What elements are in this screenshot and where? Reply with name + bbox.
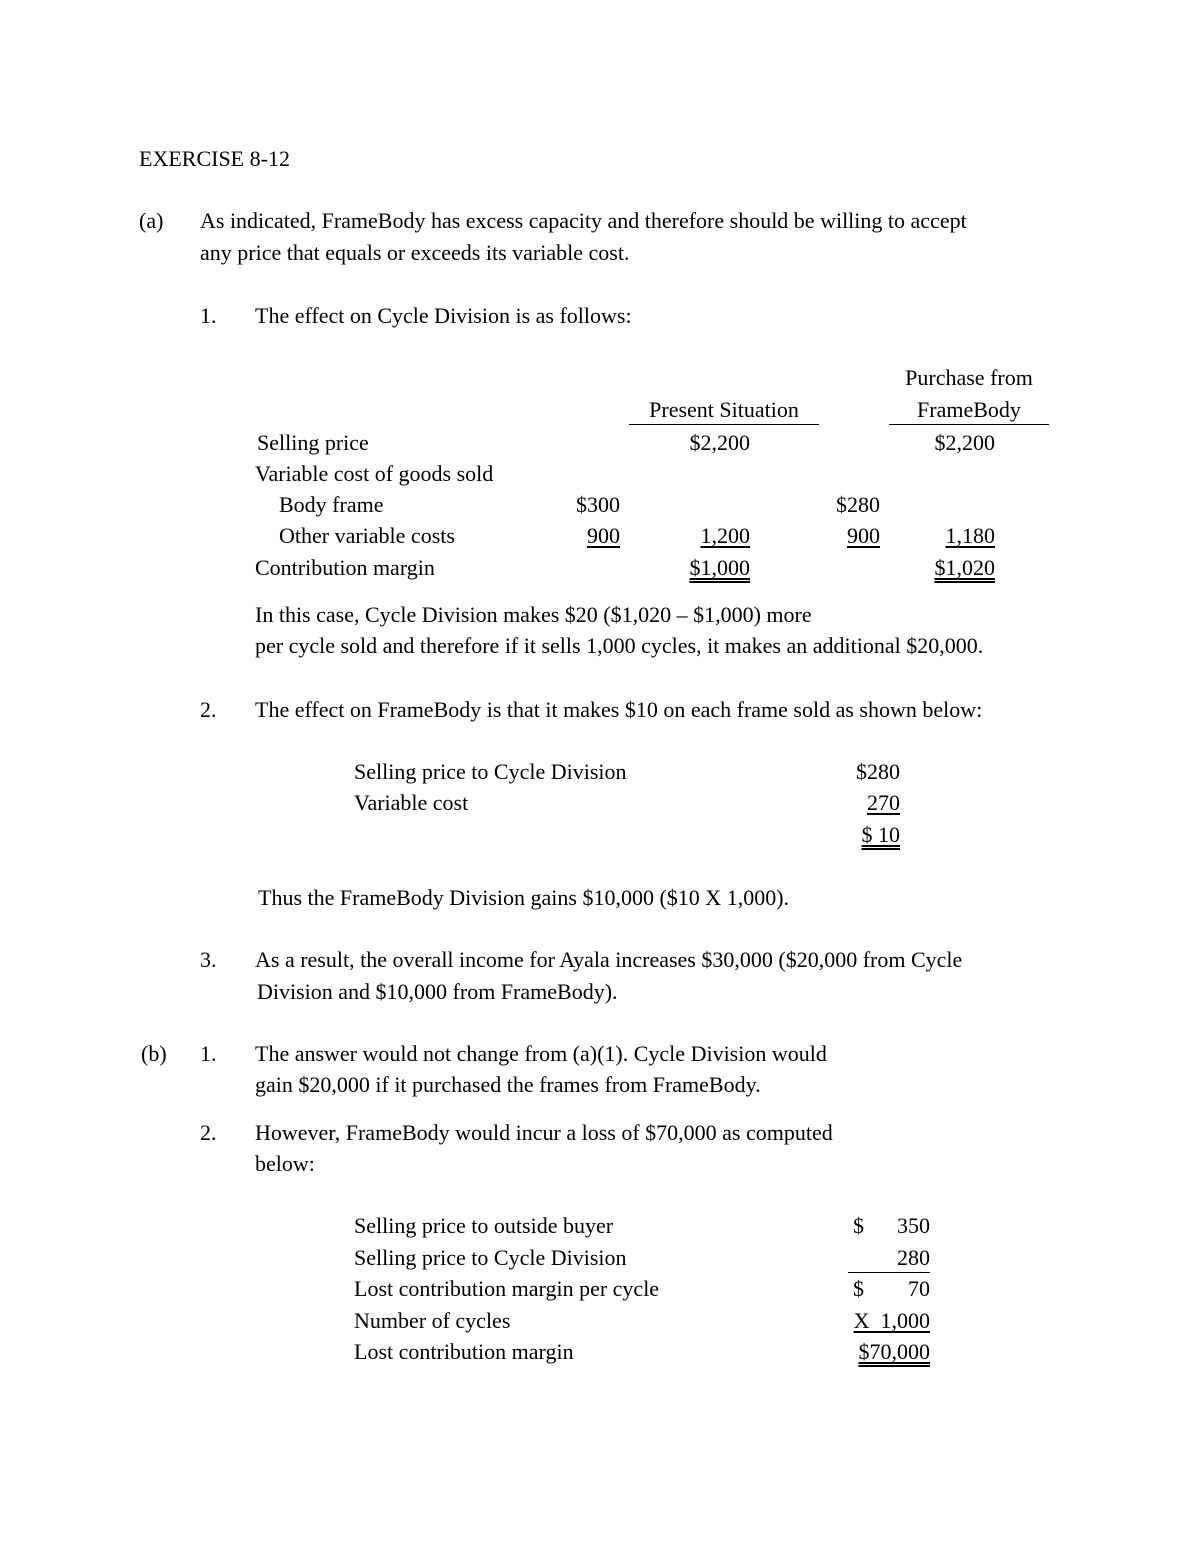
b2-row-value-number-cycles: X 1,000 — [853, 1308, 930, 1333]
row-label-body-frame: Body frame — [279, 492, 384, 517]
present-detail-body-frame: $300 — [576, 492, 620, 517]
b2-row-label-lost-total: Lost contribution margin — [354, 1339, 574, 1364]
a2-text: The effect on FrameBody is that it makes $10 on each frame sold as shown below: — [255, 697, 983, 722]
b1-line1: The answer would not change from (a)(1). Cycle Division would — [255, 1041, 827, 1066]
col-header-purchase-line2: FrameBody — [917, 397, 1021, 422]
a2-note: Thus the FrameBody Division gains $10,000 ($10 X 1,000). — [258, 885, 790, 910]
col-header-present: Present Situation — [649, 397, 799, 422]
a2-row-value-variable: 270 — [867, 790, 900, 815]
part-a-intro-line2: any price that equals or exceeds its variable cost. — [200, 240, 630, 265]
b2-row-label-outside: Selling price to outside buyer — [354, 1213, 614, 1238]
exercise-title: EXERCISE 8-12 — [139, 146, 290, 171]
b2-row-value-cycle: 280 — [897, 1245, 930, 1270]
b1-number: 1. — [200, 1041, 217, 1066]
a2-row-label-variable: Variable cost — [354, 790, 469, 815]
header-rule-present — [629, 424, 819, 425]
a2-row-label-selling: Selling price to Cycle Division — [354, 759, 627, 784]
b2-row-label-lost-per-cycle: Lost contribution margin per cycle — [354, 1276, 660, 1301]
col-header-purchase-line1: Purchase from — [905, 365, 1033, 390]
purchase-total-contribution: $1,020 — [934, 555, 995, 580]
a1-text: The effect on Cycle Division is as follows: — [255, 303, 632, 328]
b2-rule-cycle — [848, 1272, 930, 1273]
a1-note-line1: In this case, Cycle Division makes $20 ($1,020 – $1,000) more — [255, 602, 812, 627]
b2-row-label-cycle: Selling price to Cycle Division — [354, 1245, 627, 1270]
present-total-selling-price: $2,200 — [689, 430, 750, 455]
a1-note-line2: per cycle sold and therefore if it sells 1,000 cycles, it makes an additional $20,000. — [255, 633, 984, 658]
present-total-other-variable: 1,200 — [700, 523, 750, 548]
a2-row-value-total: $ 10 — [861, 822, 900, 847]
purchase-total-other-variable: 1,180 — [945, 523, 995, 548]
b2-line1: However, FrameBody would incur a loss of $70,000 as computed — [255, 1120, 833, 1145]
a3-line1: As a result, the overall income for Ayala increases $30,000 ($20,000 from Cycle — [255, 947, 963, 972]
row-label-variable-cost: Variable cost of goods sold — [255, 461, 494, 486]
b2-number: 2. — [200, 1120, 217, 1145]
header-rule-purchase — [889, 424, 1049, 425]
a2-number: 2. — [200, 697, 217, 722]
purchase-total-selling-price: $2,200 — [934, 430, 995, 455]
purchase-detail-other-variable: 900 — [847, 523, 880, 548]
present-detail-other-variable: 900 — [587, 523, 620, 548]
row-label-selling-price: Selling price — [257, 430, 369, 455]
a1-number: 1. — [200, 303, 217, 328]
b2-row-value-lost-per-cycle: $ 70 — [853, 1276, 930, 1301]
part-a-label: (a) — [139, 208, 164, 233]
b2-row-value-lost-total: $70,000 — [858, 1339, 930, 1364]
b2-row-label-number-cycles: Number of cycles — [354, 1308, 511, 1333]
row-label-other-variable: Other variable costs — [279, 523, 455, 548]
row-label-contribution-margin: Contribution margin — [255, 555, 435, 580]
b2-line2: below: — [255, 1151, 315, 1176]
b1-line2: gain $20,000 if it purchased the frames from FrameBody. — [255, 1072, 761, 1097]
b2-row-value-outside: $ 350 — [853, 1213, 930, 1238]
purchase-detail-body-frame: $280 — [836, 492, 880, 517]
part-a-intro-line1: As indicated, FrameBody has excess capacity and therefore should be willing to accept — [200, 208, 967, 233]
a3-number: 3. — [200, 947, 217, 972]
a3-line2: Division and $10,000 from FrameBody). — [257, 979, 618, 1004]
part-b-label: (b) — [141, 1041, 167, 1066]
a2-row-value-selling: $280 — [856, 759, 900, 784]
present-total-contribution: $1,000 — [689, 555, 750, 580]
